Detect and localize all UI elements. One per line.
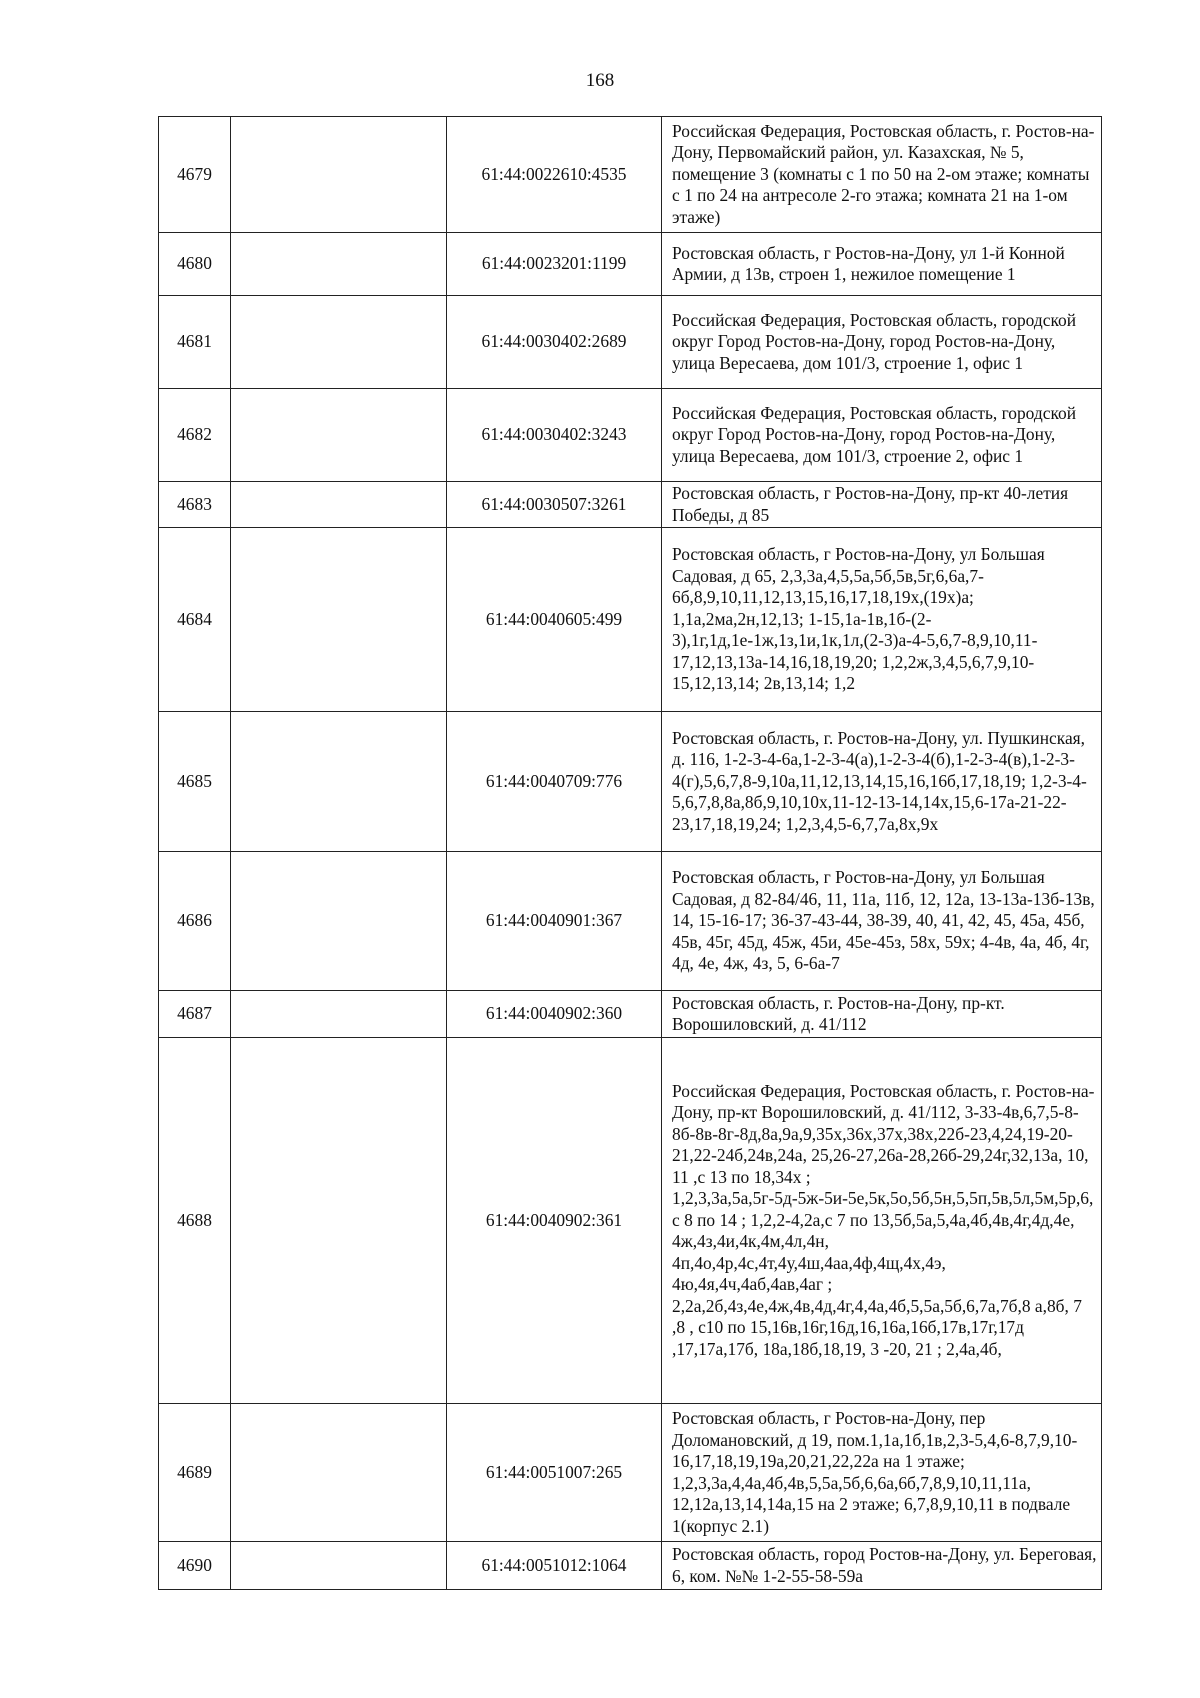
address-cell: Ростовская область, г. Ростов-на-Дону, ул. Пушкинская, д. 116, 1-2-3-4-6а,1-2-3-4(а),1-2-3-4(б),1-2-3-4(в),1-2-3-4(г),5,6,7,8-9,10а,11,12,13,14,15,16,16б,17,18,19; 1,2-3-4-5,6,7,8,8а,8б,9,10,10х,11-12-13-14,14х,15,6-17а-21-22-23,17,18,19,24; 1,2,3,4,5-6,7,7а,8х,9х (662, 712, 1102, 852)
record-number-cell: 4679 (159, 117, 231, 233)
address-cell: Ростовская область, город Ростов-на-Дону, ул. Береговая, 6, ком. №№ 1-2-55-58-59а (662, 1542, 1102, 1590)
record-number-cell: 4690 (159, 1542, 231, 1590)
registry-table (158, 116, 1102, 1590)
owner-cell (231, 233, 447, 296)
record-number-cell: 4686 (159, 852, 231, 991)
address-cell: Российская Федерация, Ростовская область, г. Ростов-на-Дону, пр-кт Ворошиловский, д. 41/112, 3-33-4в,6,7,5-8-8б-8в-8г-8д,8а,9а,9,35х,36х,37х,38х,22б-23,4,24,19-20-21,22-24б,24в,24а, 25,26-27,26а-28,26б-29,24г,32,13а, 10, 11 ,с 13 по 18,34х ; 1,2,3,3а,5а,5г-5д-5ж-5и-5е,5к,5о,5б,5н,5,5п,5в,5л,5м,5р,6,с 8 по 14 ; 1,2,2-4,2а,с 7 по 13,5б,5а,5,4а,4б,4в,4г,4д,4е, 4ж,4з,4и,4к,4м,4л,4н, 4п,4о,4р,4с,4т,4у,4ш,4аа,4ф,4щ,4х,4э, 4ю,4я,4ч,4аб,4ав,4аг ; 2,2а,2б,4з,4е,4ж,4в,4д,4г,4,4а,4б,5,5а,5б,6,7а,7б,8 а,8б, 7 ,8 , с10 по 15,16в,16г,16д,16,16а,16б,17в,17г,17д ,17,17а,17б, 18а,18б,18,19, 3 -20, 21 ; 2,4а,4б, (662, 1038, 1102, 1404)
owner-cell (231, 117, 447, 233)
owner-cell (231, 852, 447, 991)
address-cell: Ростовская область, г Ростов-на-Дону, пр-кт 40-летия Победы, д 85 (662, 482, 1102, 528)
record-number-cell: 4688 (159, 1038, 231, 1404)
table-row (159, 991, 1102, 1038)
table-row (159, 528, 1102, 712)
address-cell: Российская Федерация, Ростовская область, городской округ Город Ростов-на-Дону, город Ростов-на-Дону, улица Вересаева, дом 101/3, строение 1, офис 1 (662, 296, 1102, 389)
cadastral-number-cell: 61:44:0040605:499 (447, 528, 662, 712)
owner-cell (231, 712, 447, 852)
owner-cell (231, 528, 447, 712)
cadastral-number-cell: 61:44:0030507:3261 (447, 482, 662, 528)
table-row (159, 296, 1102, 389)
record-number-cell: 4687 (159, 991, 231, 1038)
cadastral-number-cell: 61:44:0030402:3243 (447, 389, 662, 482)
owner-cell (231, 1542, 447, 1590)
owner-cell (231, 296, 447, 389)
owner-cell (231, 482, 447, 528)
cadastral-number-cell: 61:44:0022610:4535 (447, 117, 662, 233)
address-cell: Российская Федерация, Ростовская область, городской округ Город Ростов-на-Дону, город Ростов-на-Дону, улица Вересаева, дом 101/3, строение 2, офис 1 (662, 389, 1102, 482)
record-number-cell: 4689 (159, 1404, 231, 1542)
owner-cell (231, 1404, 447, 1542)
record-number-cell: 4683 (159, 482, 231, 528)
owner-cell (231, 1038, 447, 1404)
record-number-cell: 4682 (159, 389, 231, 482)
cadastral-number-cell: 61:44:0040902:360 (447, 991, 662, 1038)
table-row (159, 1038, 1102, 1404)
address-cell: Ростовская область, г. Ростов-на-Дону, пр-кт. Ворошиловский, д. 41/112 (662, 991, 1102, 1038)
registry-table-body (159, 117, 1102, 1590)
address-cell: Ростовская область, г Ростов-на-Дону, ул Большая Садовая, д 65, 2,3,3а,4,5,5а,5б,5в,5г,6,6а,7-6б,8,9,10,11,12,13,15,16,17,18,19х,(19х)а; 1,1а,2ма,2н,12,13; 1-15,1а-1в,1б-(2-3),1г,1д,1е-1ж,1з,1и,1к,1л,(2-3)а-4-5,6,7-8,9,10,11-17,12,13,13а-14,16,18,19,20; 1,2,2ж,3,4,5,6,7,9,10-15,12,13,14; 2в,13,14; 1,2 (662, 528, 1102, 712)
address-cell: Ростовская область, г Ростов-на-Дону, ул Большая Садовая, д 82-84/46, 11, 11а, 11б, 12, 12а, 13-13а-13б-13в, 14, 15-16-17; 36-37-43-44, 38-39, 40, 41, 42, 45, 45а, 45б, 45в, 45г, 45д, 45ж, 45и, 45е-45з, 58х, 59х; 4-4в, 4а, 4б, 4г, 4д, 4е, 4ж, 4з, 5, 6-6а-7 (662, 852, 1102, 991)
table-row (159, 117, 1102, 233)
address-cell: Российская Федерация, Ростовская область, г. Ростов-на-Дону, Первомайский район, ул. Казахская, № 5, помещение 3 (комнаты с 1 по 50 на 2-ом этаже; комнаты с 1 по 24 на антресоле 2-го этажа; комната 21 на 1-ом этаже) (662, 117, 1102, 233)
table-row (159, 852, 1102, 991)
record-number-cell: 4684 (159, 528, 231, 712)
cadastral-number-cell: 61:44:0040902:361 (447, 1038, 662, 1404)
page-number: 168 (585, 70, 615, 91)
cadastral-number-cell: 61:44:0023201:1199 (447, 233, 662, 296)
table-row (159, 482, 1102, 528)
table-row (159, 389, 1102, 482)
table-row (159, 1404, 1102, 1542)
owner-cell (231, 389, 447, 482)
cadastral-number-cell: 61:44:0040709:776 (447, 712, 662, 852)
table-row (159, 233, 1102, 296)
cadastral-number-cell: 61:44:0040901:367 (447, 852, 662, 991)
cadastral-number-cell: 61:44:0030402:2689 (447, 296, 662, 389)
record-number-cell: 4680 (159, 233, 231, 296)
record-number-cell: 4685 (159, 712, 231, 852)
cadastral-number-cell: 61:44:0051012:1064 (447, 1542, 662, 1590)
address-cell: Ростовская область, г Ростов-на-Дону, пер Доломановский, д 19, пом.1,1а,1б,1в,2,3-5,4,6-8,7,9,10-16,17,18,19,19а,20,21,22,22а на 1 этаже; 1,2,3,3а,4,4а,4б,4в,5,5а,5б,6,6а,6б,7,8,9,10,11,11а, 12,12а,13,14,14а,15 на 2 этаже; 6,7,8,9,10,11 в подвале 1(корпус 2.1) (662, 1404, 1102, 1542)
record-number-cell: 4681 (159, 296, 231, 389)
table-row (159, 712, 1102, 852)
address-cell: Ростовская область, г Ростов-на-Дону, ул 1-й Конной Армии, д 13в, строен 1, нежилое помещение 1 (662, 233, 1102, 296)
table-row (159, 1542, 1102, 1590)
cadastral-number-cell: 61:44:0051007:265 (447, 1404, 662, 1542)
owner-cell (231, 991, 447, 1038)
